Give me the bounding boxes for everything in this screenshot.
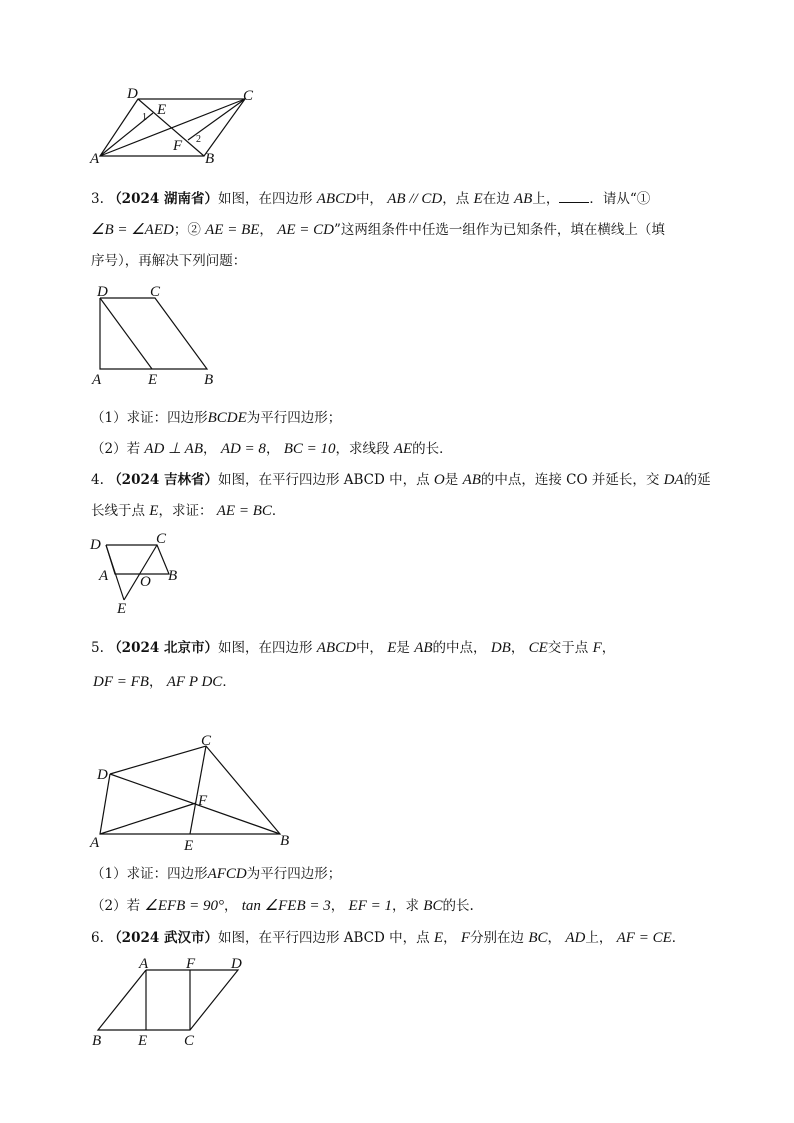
q4-text: ． (271, 503, 286, 519)
q5-text: ，求 (391, 898, 419, 914)
label-e: E (148, 372, 158, 388)
q5-text: 是 (396, 640, 410, 656)
label-e: E (117, 601, 127, 617)
q5-math: F (592, 640, 602, 656)
label-c: C (156, 531, 167, 547)
q3-math: ∠B = ∠AED (91, 222, 174, 238)
label-f: F (186, 956, 196, 972)
label-a: A (99, 568, 109, 584)
q4-text: 的中点，连接 CO 并延长，交 (480, 472, 660, 488)
q6-math: BC (528, 930, 548, 946)
q6-text: 上， (585, 930, 613, 946)
label-b: B (92, 1033, 102, 1049)
q4-math: AE = BC (216, 503, 272, 519)
label-d: D (97, 767, 108, 783)
q5-source: （2024 北京市） (108, 640, 218, 656)
q6-text: ， (443, 930, 457, 946)
q3-source: （2024 湖南省） (108, 191, 218, 207)
label-c: C (150, 284, 161, 300)
q5-math: E (387, 640, 397, 656)
q3-text: 上， (532, 191, 560, 207)
label-f: F (198, 793, 208, 809)
q3-text: 中， (355, 191, 383, 207)
q6-text: 如图，在平行四边形 ABCD 中，点 (217, 930, 430, 946)
q4-math: O (433, 472, 445, 488)
q5-text: ， (148, 674, 163, 690)
q6-number: 6. (91, 930, 104, 946)
q3-text: ”这两组条件中任选一组作为已知条件，填在横线上（填 (334, 222, 665, 238)
q3-math: AE (393, 441, 413, 457)
label-d: D (97, 284, 108, 300)
label-b: B (204, 372, 214, 388)
q4-text: 是 (444, 472, 459, 488)
q3-math: AD ⊥ AB (144, 441, 204, 457)
q5-text: （2）若 (91, 898, 141, 914)
q6-math: E (433, 930, 444, 946)
label-o: O (140, 574, 151, 590)
q3-math: E (473, 191, 483, 207)
q3-math: AE = BE (205, 222, 260, 238)
q4-source: （2024 吉林省） (108, 472, 218, 488)
q6-math: AF = CE (616, 930, 672, 946)
q5-text: 为平行四边形； (246, 866, 342, 882)
q3-math: ABCD (316, 191, 356, 207)
q3-text: 序号），再解决下列问题： (91, 253, 247, 269)
q4-text: 长线于点 (91, 503, 145, 519)
label-e: E (184, 838, 194, 854)
q5-text: 交于点 (547, 640, 589, 656)
q3-text: ；② (173, 222, 201, 238)
label-d: D (231, 956, 242, 972)
q3-number: 3. (91, 191, 104, 207)
label-b: B (205, 151, 215, 167)
label-f: F (173, 138, 183, 154)
q5-math: EF = 1 (348, 898, 392, 914)
parallelogram-abcd (98, 970, 238, 1030)
q3-text: ， (265, 441, 280, 457)
q5-math: ∠EFB = 90° (144, 898, 224, 914)
q5-text: 的中点， (432, 640, 487, 656)
label-a: A (139, 956, 149, 972)
q5-number: 5. (91, 640, 104, 656)
q4-text: 如图，在平行四边形 ABCD 中，点 (217, 472, 430, 488)
q5-text: ， (510, 640, 525, 656)
q3-math: BC = 10 (283, 441, 336, 457)
label-e: E (138, 1033, 148, 1049)
q3-text: （1）求证：四边形 (91, 410, 208, 426)
label-c: C (243, 88, 254, 104)
q5-text: ， (223, 898, 238, 914)
q6-math: F (460, 930, 471, 946)
label-e: E (157, 102, 167, 118)
label-c: C (184, 1033, 195, 1049)
label-b: B (280, 833, 290, 849)
q3-math: BCDE (207, 410, 247, 426)
q5-math: CE (528, 640, 548, 656)
q4-math: E (149, 503, 159, 519)
q6-math: AD (565, 930, 586, 946)
q5-math: tan ∠FEB = 3 (241, 898, 331, 914)
q4-text: 的延 (683, 472, 711, 488)
q3-text: ，点 (442, 191, 470, 207)
label-a: A (90, 151, 100, 167)
q5-text: ， (601, 640, 616, 656)
q5-math: BC (423, 898, 443, 914)
q4-text: ，求证： (158, 503, 213, 519)
q3-text: 为平行四边形； (246, 410, 342, 426)
q6-text: ． (671, 930, 686, 946)
q5-text: （1）求证：四边形 (91, 866, 208, 882)
q5-math: DB (490, 640, 511, 656)
label-angle-2: 2 (196, 134, 201, 145)
q4-number: 4. (91, 472, 104, 488)
q5-math: AF P DC (166, 674, 223, 690)
q3-text: ，求线段 (335, 441, 390, 457)
q6-text: ， (547, 930, 562, 946)
q3-math: AE = CD (277, 222, 335, 238)
q3-text: 在边 (482, 191, 510, 207)
q5-text: 中， (355, 640, 383, 656)
label-d: D (127, 86, 138, 102)
q5-math: AFCD (207, 866, 247, 882)
label-a: A (90, 835, 100, 851)
q3-text: 的长． (412, 441, 453, 457)
q5-text: 的长. (442, 898, 474, 914)
label-b: B (168, 568, 178, 584)
q3-text: ， (203, 441, 217, 457)
q3-text: ， (259, 222, 273, 238)
q3-math: AB // CD (387, 191, 443, 207)
q3-math: AB (514, 191, 533, 207)
label-a: A (92, 372, 102, 388)
q3-text: （2）若 (91, 441, 141, 457)
q4-math: AB (462, 472, 481, 488)
q3-text: 如图，在四边形 (217, 191, 313, 207)
q5-text: ， (330, 898, 345, 914)
label-d: D (90, 537, 101, 553)
q3-text: ．请从“① (589, 191, 651, 207)
q6-text: 分别在边 (470, 930, 525, 946)
q5-math: ABCD (316, 640, 356, 656)
q6-source: （2024 武汉市） (108, 930, 218, 946)
q5-text: 如图，在四边形 (217, 640, 313, 656)
q5-math: DF = FB (93, 674, 149, 690)
label-c: C (201, 733, 212, 749)
q5-text: ． (222, 674, 236, 690)
q3-math: AD = 8 (220, 441, 266, 457)
q5-math: AB (414, 640, 433, 656)
label-angle-1: 1 (142, 112, 147, 123)
q4-math: DA (663, 472, 684, 488)
